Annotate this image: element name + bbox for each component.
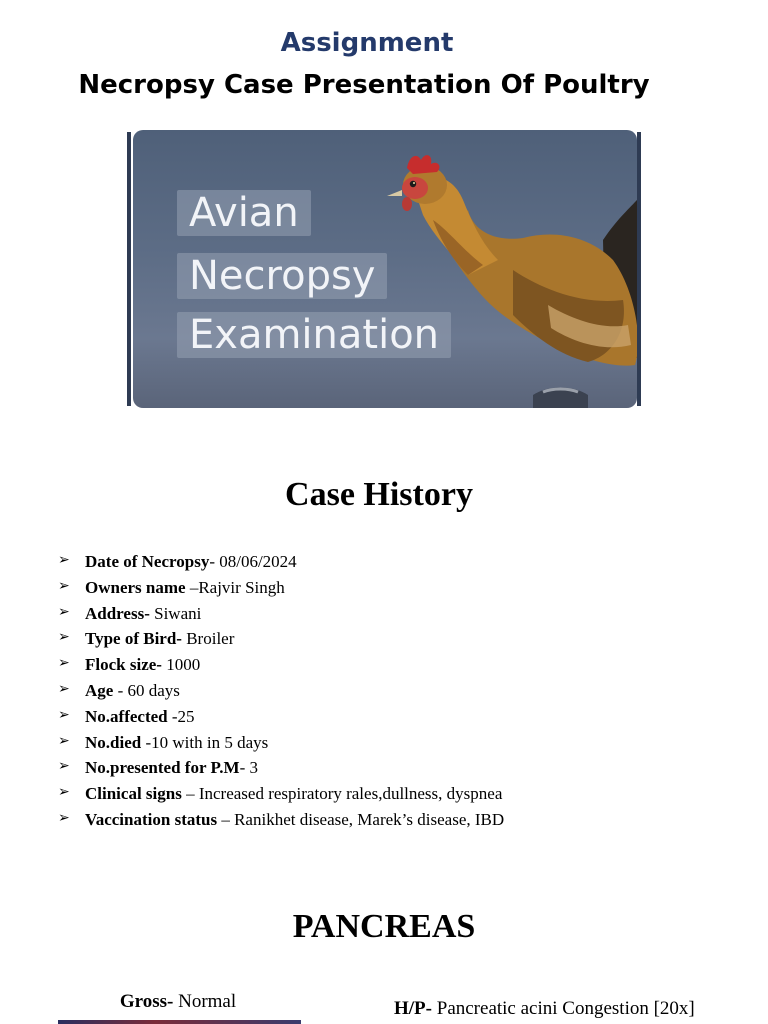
item-label: Date of Necropsy: [85, 552, 210, 571]
item-value: Broiler: [181, 629, 235, 649]
list-item: [58, 601, 718, 627]
gross-value: Normal: [173, 991, 237, 1012]
banner-frame-right: [637, 132, 641, 406]
item-label: No.died: [85, 732, 142, 752]
list-item: [58, 704, 718, 730]
list-item: [58, 549, 718, 575]
arrow-bullet-icon: ➢: [58, 706, 70, 723]
banner-image: [133, 130, 637, 408]
item-value: Siwani: [149, 603, 202, 623]
arrow-bullet-icon: ➢: [58, 655, 70, 672]
list-item: [58, 807, 718, 833]
item-value: -10 with in 5 days: [141, 732, 269, 752]
item-label: Flock size-: [85, 655, 162, 675]
list-item: [58, 678, 718, 704]
arrow-bullet-icon: ➢: [58, 603, 70, 620]
gross-finding: [60, 991, 296, 1013]
avian-necropsy-banner: [127, 128, 641, 410]
item-value: – Increased respiratory rales,dullness, dyspnea: [181, 784, 503, 804]
arrow-bullet-icon: ➢: [58, 758, 70, 775]
gross-specimen-image: [58, 1020, 301, 1024]
case-history-heading: Case History: [285, 476, 473, 513]
gross-label: Gross-: [119, 991, 174, 1012]
page-title: Necropsy Case Presentation Of Poultry: [78, 70, 650, 100]
list-item: [58, 575, 718, 601]
item-value: 1000: [161, 655, 201, 675]
item-value: -25: [167, 706, 195, 726]
item-label: Owners name: [85, 577, 190, 597]
histopathology-finding: [394, 998, 695, 1020]
item-value: - 3: [239, 758, 258, 778]
arrow-bullet-icon: ➢: [58, 552, 70, 568]
item-value: - 08/06/2024: [209, 552, 297, 571]
item-label: No.affected: [85, 706, 168, 726]
hp-label: H/P-: [394, 998, 432, 1019]
item-value: –Rajvir Singh: [189, 577, 285, 597]
list-item: [58, 781, 718, 807]
list-item: [58, 755, 718, 781]
item-value: - 60 days: [113, 680, 180, 700]
item-value: – Ranikhet disease, Marek’s disease, IBD: [217, 809, 505, 829]
arrow-bullet-icon: ➢: [58, 809, 70, 826]
chicken-illustration: [373, 130, 637, 408]
assignment-title: Assignment: [280, 28, 454, 58]
hp-value: Pancreatic acini Congestion [20x]: [432, 998, 695, 1019]
pancreas-heading: PANCREAS: [292, 908, 476, 945]
arrow-bullet-icon: ➢: [58, 732, 70, 749]
list-item: [58, 626, 718, 652]
banner-line-examination: Examination: [177, 312, 451, 358]
list-item: [58, 730, 718, 756]
item-label: Clinical signs: [85, 784, 182, 804]
item-label: Vaccination status: [85, 809, 218, 829]
banner-frame-left: [127, 132, 131, 406]
arrow-bullet-icon: ➢: [58, 577, 70, 594]
banner-line-avian: Avian: [177, 190, 311, 236]
item-label: No.presented for P.M: [85, 758, 240, 778]
banner-line-necropsy: Necropsy: [177, 253, 387, 299]
item-label: Age: [85, 680, 114, 700]
arrow-bullet-icon: ➢: [58, 784, 70, 801]
item-label: Type of Bird-: [85, 629, 182, 649]
case-history-list: [58, 549, 718, 833]
list-item: [58, 652, 718, 678]
arrow-bullet-icon: ➢: [58, 629, 70, 646]
arrow-bullet-icon: ➢: [58, 680, 70, 697]
item-label: Address-: [85, 603, 150, 623]
